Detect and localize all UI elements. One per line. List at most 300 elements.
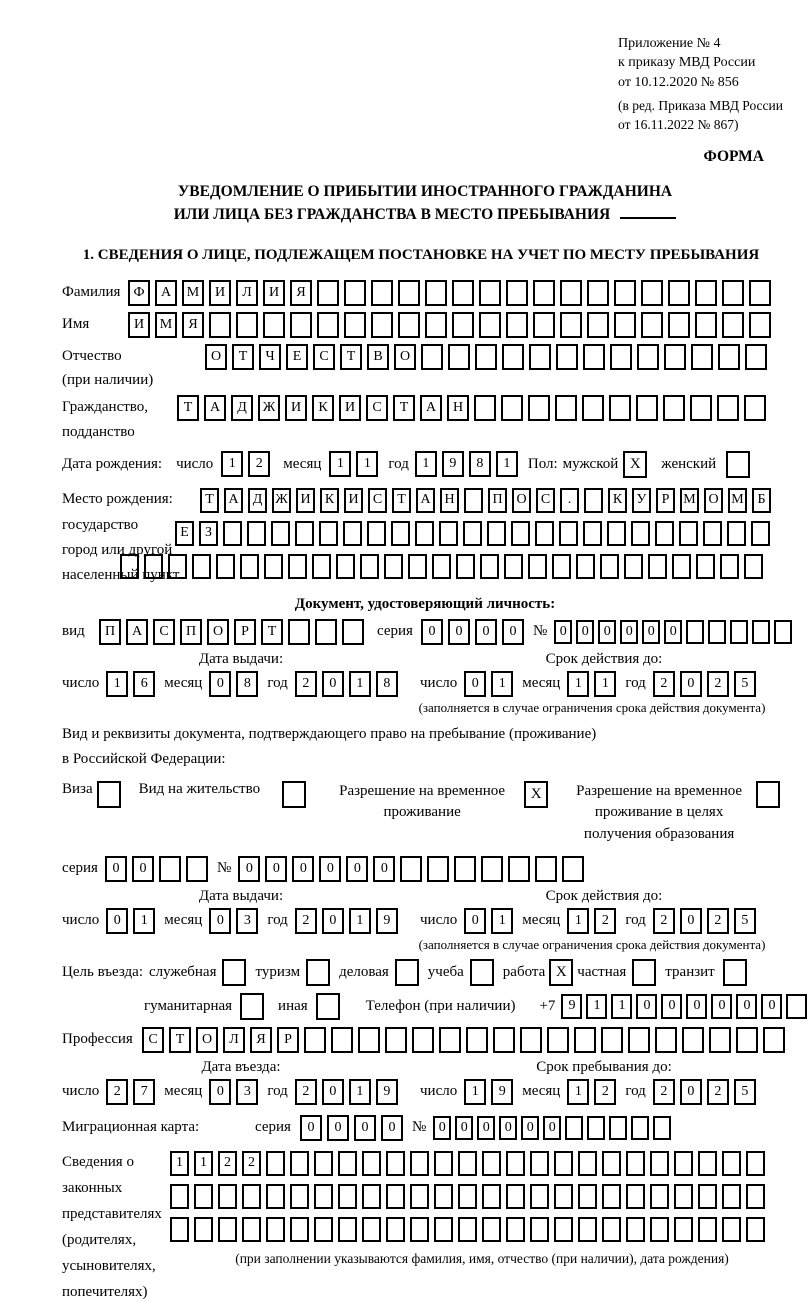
char-cell[interactable] <box>240 554 259 579</box>
char-cell[interactable] <box>367 521 386 546</box>
char-cell[interactable] <box>474 395 496 421</box>
char-cell[interactable] <box>314 1217 333 1242</box>
citizenship-cells[interactable] <box>177 395 766 421</box>
char-cell[interactable] <box>746 1151 765 1176</box>
char-cell[interactable]: 1 <box>496 451 518 477</box>
stay-month-cells[interactable] <box>567 1079 616 1105</box>
char-cell[interactable] <box>312 554 331 579</box>
char-cell[interactable]: 2 <box>594 908 616 934</box>
char-cell[interactable]: Л <box>236 280 258 306</box>
char-cell[interactable] <box>192 554 211 579</box>
char-cell[interactable]: 0 <box>464 671 486 697</box>
char-cell[interactable] <box>410 1151 429 1176</box>
char-cell[interactable]: 1 <box>194 1151 213 1176</box>
char-cell[interactable]: С <box>536 488 555 513</box>
char-cell[interactable] <box>479 280 501 306</box>
char-cell[interactable] <box>601 1027 623 1053</box>
char-cell[interactable] <box>560 312 582 338</box>
purpose-official-checkbox[interactable] <box>222 959 246 986</box>
char-cell[interactable]: Я <box>250 1027 272 1053</box>
char-cell[interactable]: Р <box>656 488 675 513</box>
char-cell[interactable] <box>709 1027 731 1053</box>
char-cell[interactable]: Т <box>177 395 199 421</box>
char-cell[interactable]: 9 <box>491 1079 513 1105</box>
resident-issue-month-cells[interactable] <box>209 908 258 934</box>
migration-number-cells[interactable] <box>433 1116 671 1140</box>
char-cell[interactable] <box>386 1151 405 1176</box>
char-cell[interactable]: 9 <box>376 1079 398 1105</box>
char-cell[interactable]: Н <box>440 488 459 513</box>
char-cell[interactable]: Б <box>752 488 771 513</box>
legal-reps-row1-cells[interactable] <box>170 1151 765 1176</box>
char-cell[interactable]: К <box>312 395 334 421</box>
char-cell[interactable]: 2 <box>594 1079 616 1105</box>
char-cell[interactable] <box>587 312 609 338</box>
char-cell[interactable]: Л <box>223 1027 245 1053</box>
legal-reps-row3-cells[interactable] <box>170 1217 765 1242</box>
char-cell[interactable] <box>600 554 619 579</box>
char-cell[interactable] <box>552 554 571 579</box>
char-cell[interactable] <box>314 1184 333 1209</box>
char-cell[interactable] <box>336 554 355 579</box>
char-cell[interactable] <box>520 1027 542 1053</box>
char-cell[interactable] <box>506 280 528 306</box>
char-cell[interactable]: С <box>142 1027 164 1053</box>
char-cell[interactable] <box>344 312 366 338</box>
char-cell[interactable] <box>672 554 691 579</box>
char-cell[interactable] <box>691 344 713 370</box>
char-cell[interactable]: Я <box>182 312 204 338</box>
char-cell[interactable]: 2 <box>653 908 675 934</box>
char-cell[interactable]: 0 <box>292 856 314 882</box>
char-cell[interactable]: 2 <box>242 1151 261 1176</box>
char-cell[interactable]: 0 <box>521 1116 539 1140</box>
char-cell[interactable] <box>338 1217 357 1242</box>
char-cell[interactable] <box>562 856 584 882</box>
char-cell[interactable]: Ж <box>258 395 280 421</box>
char-cell[interactable] <box>304 1027 326 1053</box>
char-cell[interactable] <box>609 395 631 421</box>
char-cell[interactable] <box>456 554 475 579</box>
char-cell[interactable]: 0 <box>433 1116 451 1140</box>
char-cell[interactable] <box>410 1217 429 1242</box>
identity-issue-month-cells[interactable] <box>209 671 258 697</box>
char-cell[interactable]: 0 <box>499 1116 517 1140</box>
legal-reps-row2-cells[interactable] <box>170 1184 765 1209</box>
char-cell[interactable] <box>508 856 530 882</box>
char-cell[interactable] <box>218 1184 237 1209</box>
char-cell[interactable] <box>655 1027 677 1053</box>
char-cell[interactable]: Ж <box>272 488 291 513</box>
char-cell[interactable] <box>415 521 434 546</box>
char-cell[interactable] <box>439 521 458 546</box>
char-cell[interactable] <box>554 1151 573 1176</box>
char-cell[interactable]: И <box>263 280 285 306</box>
char-cell[interactable] <box>744 554 763 579</box>
char-cell[interactable]: Р <box>234 619 256 645</box>
char-cell[interactable] <box>578 1151 597 1176</box>
char-cell[interactable]: 0 <box>680 671 702 697</box>
char-cell[interactable] <box>506 1217 525 1242</box>
char-cell[interactable] <box>170 1184 189 1209</box>
char-cell[interactable] <box>576 554 595 579</box>
char-cell[interactable]: И <box>339 395 361 421</box>
char-cell[interactable]: 8 <box>376 671 398 697</box>
char-cell[interactable]: 8 <box>236 671 258 697</box>
char-cell[interactable] <box>168 554 187 579</box>
surname-cells[interactable] <box>128 280 771 306</box>
char-cell[interactable] <box>722 312 744 338</box>
char-cell[interactable] <box>506 1151 525 1176</box>
char-cell[interactable]: Ф <box>128 280 150 306</box>
char-cell[interactable]: П <box>180 619 202 645</box>
char-cell[interactable] <box>319 521 338 546</box>
char-cell[interactable]: 2 <box>653 671 675 697</box>
char-cell[interactable]: 1 <box>349 908 371 934</box>
char-cell[interactable] <box>481 856 503 882</box>
char-cell[interactable] <box>362 1151 381 1176</box>
char-cell[interactable]: 1 <box>567 671 589 697</box>
char-cell[interactable]: 0 <box>354 1115 376 1141</box>
char-cell[interactable] <box>480 554 499 579</box>
char-cell[interactable] <box>511 521 530 546</box>
char-cell[interactable] <box>614 280 636 306</box>
char-cell[interactable]: К <box>320 488 339 513</box>
char-cell[interactable]: Т <box>200 488 219 513</box>
char-cell[interactable]: 5 <box>734 1079 756 1105</box>
char-cell[interactable] <box>482 1217 501 1242</box>
char-cell[interactable]: Ч <box>259 344 281 370</box>
char-cell[interactable]: 2 <box>248 451 270 477</box>
char-cell[interactable] <box>533 280 555 306</box>
identity-doc-series-cells[interactable] <box>421 619 524 645</box>
resident-valid-year-cells[interactable] <box>653 908 756 934</box>
char-cell[interactable] <box>452 312 474 338</box>
char-cell[interactable] <box>186 856 208 882</box>
char-cell[interactable] <box>360 554 379 579</box>
char-cell[interactable] <box>385 1027 407 1053</box>
char-cell[interactable] <box>247 521 266 546</box>
char-cell[interactable]: 0 <box>477 1116 495 1140</box>
char-cell[interactable] <box>602 1184 621 1209</box>
char-cell[interactable]: 0 <box>620 620 638 644</box>
char-cell[interactable]: 0 <box>132 856 154 882</box>
char-cell[interactable] <box>749 280 771 306</box>
char-cell[interactable] <box>410 1184 429 1209</box>
char-cell[interactable]: К <box>608 488 627 513</box>
resident-issue-day-cells[interactable] <box>106 908 155 934</box>
char-cell[interactable] <box>698 1217 717 1242</box>
char-cell[interactable] <box>386 1217 405 1242</box>
char-cell[interactable]: 0 <box>327 1115 349 1141</box>
char-cell[interactable]: В <box>367 344 389 370</box>
char-cell[interactable] <box>482 1184 501 1209</box>
char-cell[interactable] <box>628 1027 650 1053</box>
purpose-humanitarian-checkbox[interactable] <box>240 993 264 1020</box>
char-cell[interactable]: 0 <box>543 1116 561 1140</box>
char-cell[interactable] <box>271 521 290 546</box>
char-cell[interactable] <box>674 1217 693 1242</box>
resident-valid-month-cells[interactable] <box>567 908 616 934</box>
identity-valid-day-cells[interactable] <box>464 671 513 697</box>
char-cell[interactable]: 1 <box>491 908 513 934</box>
char-cell[interactable]: 0 <box>464 908 486 934</box>
char-cell[interactable] <box>752 620 770 644</box>
char-cell[interactable]: 9 <box>561 994 582 1019</box>
char-cell[interactable]: . <box>560 488 579 513</box>
char-cell[interactable]: 1 <box>356 451 378 477</box>
char-cell[interactable] <box>412 1027 434 1053</box>
char-cell[interactable] <box>602 1151 621 1176</box>
resident-doc-number-cells[interactable] <box>238 856 584 882</box>
char-cell[interactable]: 1 <box>170 1151 189 1176</box>
char-cell[interactable]: П <box>488 488 507 513</box>
char-cell[interactable]: З <box>199 521 218 546</box>
char-cell[interactable] <box>317 280 339 306</box>
char-cell[interactable]: Д <box>231 395 253 421</box>
char-cell[interactable]: Д <box>248 488 267 513</box>
char-cell[interactable]: 1 <box>491 671 513 697</box>
char-cell[interactable] <box>547 1027 569 1053</box>
char-cell[interactable] <box>682 1027 704 1053</box>
char-cell[interactable]: А <box>126 619 148 645</box>
char-cell[interactable] <box>720 554 739 579</box>
char-cell[interactable] <box>170 1217 189 1242</box>
char-cell[interactable]: 0 <box>680 1079 702 1105</box>
char-cell[interactable]: 1 <box>586 994 607 1019</box>
char-cell[interactable]: 0 <box>373 856 395 882</box>
char-cell[interactable] <box>362 1217 381 1242</box>
char-cell[interactable] <box>487 521 506 546</box>
char-cell[interactable] <box>583 521 602 546</box>
char-cell[interactable]: А <box>420 395 442 421</box>
char-cell[interactable] <box>626 1151 645 1176</box>
char-cell[interactable] <box>696 554 715 579</box>
char-cell[interactable] <box>434 1217 453 1242</box>
char-cell[interactable] <box>427 856 449 882</box>
char-cell[interactable]: 3 <box>236 1079 258 1105</box>
char-cell[interactable]: 0 <box>105 856 127 882</box>
profession-cells[interactable] <box>142 1027 785 1053</box>
char-cell[interactable]: Я <box>290 280 312 306</box>
char-cell[interactable] <box>674 1184 693 1209</box>
char-cell[interactable] <box>578 1184 597 1209</box>
char-cell[interactable] <box>637 344 659 370</box>
char-cell[interactable] <box>120 554 139 579</box>
char-cell[interactable]: 0 <box>265 856 287 882</box>
char-cell[interactable] <box>745 344 767 370</box>
char-cell[interactable] <box>452 280 474 306</box>
char-cell[interactable] <box>727 521 746 546</box>
char-cell[interactable] <box>674 1151 693 1176</box>
char-cell[interactable]: 2 <box>218 1151 237 1176</box>
purpose-study-checkbox[interactable] <box>470 959 494 986</box>
char-cell[interactable] <box>602 1217 621 1242</box>
char-cell[interactable] <box>482 1151 501 1176</box>
char-cell[interactable] <box>466 1027 488 1053</box>
char-cell[interactable] <box>504 554 523 579</box>
char-cell[interactable] <box>358 1027 380 1053</box>
char-cell[interactable]: 0 <box>642 620 660 644</box>
char-cell[interactable] <box>535 521 554 546</box>
char-cell[interactable] <box>371 280 393 306</box>
char-cell[interactable] <box>458 1184 477 1209</box>
char-cell[interactable] <box>583 344 605 370</box>
char-cell[interactable]: М <box>728 488 747 513</box>
edu-permit-checkbox[interactable] <box>756 781 780 808</box>
char-cell[interactable] <box>565 1116 583 1140</box>
char-cell[interactable] <box>400 856 422 882</box>
char-cell[interactable] <box>631 1116 649 1140</box>
char-cell[interactable] <box>717 395 739 421</box>
char-cell[interactable] <box>264 554 283 579</box>
char-cell[interactable]: О <box>207 619 229 645</box>
char-cell[interactable]: Р <box>277 1027 299 1053</box>
char-cell[interactable]: 0 <box>322 1079 344 1105</box>
char-cell[interactable] <box>718 344 740 370</box>
birthplace-row1-cells[interactable] <box>200 488 771 513</box>
char-cell[interactable]: 7 <box>133 1079 155 1105</box>
char-cell[interactable]: 0 <box>736 994 757 1019</box>
char-cell[interactable]: 0 <box>686 994 707 1019</box>
char-cell[interactable] <box>458 1151 477 1176</box>
char-cell[interactable] <box>751 521 770 546</box>
char-cell[interactable]: 0 <box>664 620 682 644</box>
char-cell[interactable]: 1 <box>567 908 589 934</box>
char-cell[interactable] <box>263 312 285 338</box>
char-cell[interactable]: 1 <box>221 451 243 477</box>
char-cell[interactable] <box>668 280 690 306</box>
char-cell[interactable]: 0 <box>322 671 344 697</box>
char-cell[interactable] <box>664 344 686 370</box>
char-cell[interactable]: 0 <box>502 619 524 645</box>
char-cell[interactable] <box>574 1027 596 1053</box>
char-cell[interactable] <box>695 312 717 338</box>
char-cell[interactable]: А <box>224 488 243 513</box>
char-cell[interactable] <box>626 1217 645 1242</box>
char-cell[interactable]: 0 <box>209 671 231 697</box>
identity-issue-day-cells[interactable] <box>106 671 155 697</box>
char-cell[interactable]: М <box>680 488 699 513</box>
char-cell[interactable] <box>722 1151 741 1176</box>
char-cell[interactable]: 0 <box>238 856 260 882</box>
char-cell[interactable]: И <box>128 312 150 338</box>
char-cell[interactable] <box>266 1151 285 1176</box>
stay-year-cells[interactable] <box>653 1079 756 1105</box>
char-cell[interactable]: О <box>394 344 416 370</box>
char-cell[interactable]: И <box>285 395 307 421</box>
char-cell[interactable]: 6 <box>133 671 155 697</box>
char-cell[interactable] <box>653 1116 671 1140</box>
char-cell[interactable] <box>749 312 771 338</box>
char-cell[interactable]: 1 <box>464 1079 486 1105</box>
char-cell[interactable] <box>425 280 447 306</box>
char-cell[interactable] <box>607 521 626 546</box>
char-cell[interactable] <box>479 312 501 338</box>
char-cell[interactable]: Т <box>232 344 254 370</box>
char-cell[interactable]: И <box>344 488 363 513</box>
char-cell[interactable]: 0 <box>106 908 128 934</box>
char-cell[interactable]: 2 <box>295 671 317 697</box>
char-cell[interactable]: 0 <box>475 619 497 645</box>
temp-permit-checkbox[interactable]: X <box>524 781 548 808</box>
char-cell[interactable] <box>458 1217 477 1242</box>
birthplace-row2-cells[interactable] <box>175 521 770 546</box>
char-cell[interactable] <box>587 1116 605 1140</box>
residence-permit-checkbox[interactable] <box>282 781 306 808</box>
char-cell[interactable]: 0 <box>448 619 470 645</box>
char-cell[interactable] <box>535 856 557 882</box>
char-cell[interactable] <box>342 619 364 645</box>
entry-year-cells[interactable] <box>295 1079 398 1105</box>
char-cell[interactable] <box>744 395 766 421</box>
char-cell[interactable] <box>650 1151 669 1176</box>
char-cell[interactable] <box>463 521 482 546</box>
char-cell[interactable] <box>506 1184 525 1209</box>
char-cell[interactable] <box>663 395 685 421</box>
char-cell[interactable]: 1 <box>567 1079 589 1105</box>
char-cell[interactable] <box>554 1184 573 1209</box>
char-cell[interactable] <box>698 1151 717 1176</box>
purpose-work-checkbox[interactable]: X <box>549 959 573 986</box>
char-cell[interactable]: А <box>155 280 177 306</box>
char-cell[interactable]: 8 <box>469 451 491 477</box>
char-cell[interactable]: О <box>704 488 723 513</box>
char-cell[interactable] <box>159 856 181 882</box>
char-cell[interactable] <box>555 395 577 421</box>
char-cell[interactable] <box>223 521 242 546</box>
char-cell[interactable]: У <box>632 488 651 513</box>
char-cell[interactable] <box>266 1184 285 1209</box>
char-cell[interactable] <box>533 312 555 338</box>
char-cell[interactable] <box>528 554 547 579</box>
char-cell[interactable] <box>502 344 524 370</box>
resident-doc-series-cells[interactable] <box>105 856 208 882</box>
char-cell[interactable] <box>391 521 410 546</box>
char-cell[interactable] <box>314 1151 333 1176</box>
char-cell[interactable] <box>290 1217 309 1242</box>
char-cell[interactable] <box>439 1027 461 1053</box>
char-cell[interactable] <box>386 1184 405 1209</box>
char-cell[interactable] <box>425 312 447 338</box>
char-cell[interactable] <box>434 1151 453 1176</box>
sex-female-checkbox[interactable] <box>726 451 750 478</box>
char-cell[interactable] <box>290 1151 309 1176</box>
purpose-other-checkbox[interactable] <box>316 993 340 1020</box>
char-cell[interactable] <box>398 280 420 306</box>
birth-year-cells[interactable] <box>415 451 518 477</box>
char-cell[interactable] <box>236 312 258 338</box>
char-cell[interactable]: 3 <box>236 908 258 934</box>
char-cell[interactable] <box>384 554 403 579</box>
char-cell[interactable] <box>371 312 393 338</box>
visa-checkbox[interactable] <box>97 781 121 808</box>
char-cell[interactable] <box>582 395 604 421</box>
identity-valid-month-cells[interactable] <box>567 671 616 697</box>
char-cell[interactable]: С <box>153 619 175 645</box>
char-cell[interactable] <box>338 1151 357 1176</box>
char-cell[interactable]: 0 <box>661 994 682 1019</box>
char-cell[interactable] <box>528 395 550 421</box>
char-cell[interactable]: 1 <box>133 908 155 934</box>
stay-day-cells[interactable] <box>464 1079 513 1105</box>
char-cell[interactable] <box>641 280 663 306</box>
resident-issue-year-cells[interactable] <box>295 908 398 934</box>
char-cell[interactable] <box>242 1184 261 1209</box>
char-cell[interactable] <box>655 521 674 546</box>
char-cell[interactable] <box>722 1217 741 1242</box>
char-cell[interactable] <box>736 1027 758 1053</box>
